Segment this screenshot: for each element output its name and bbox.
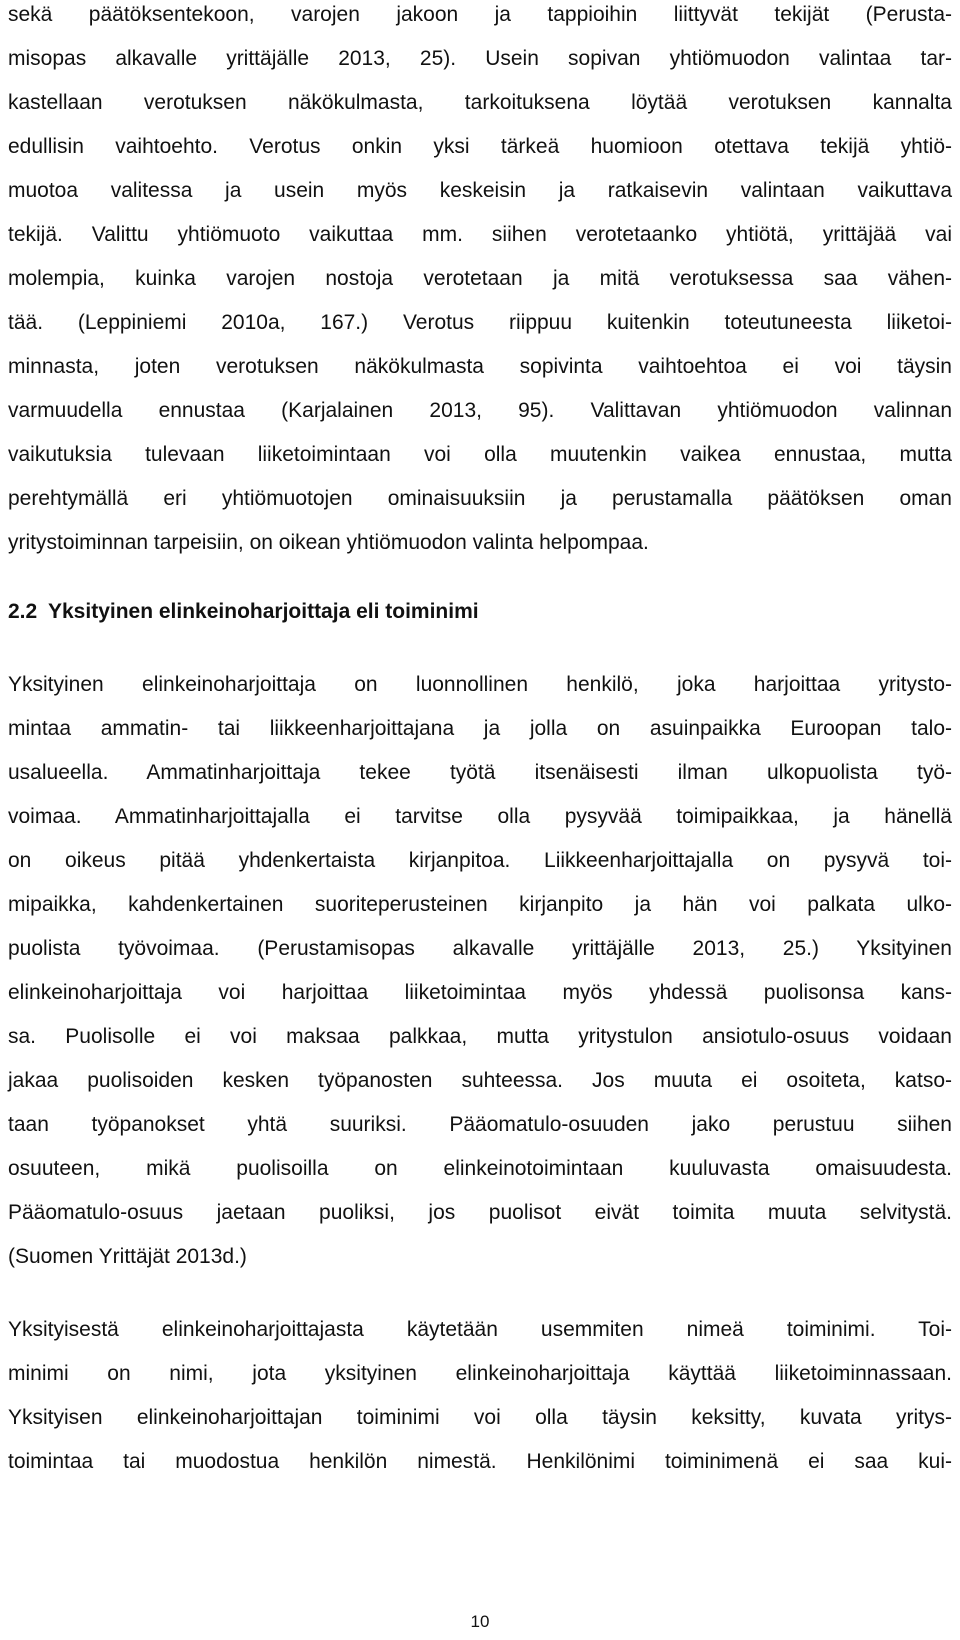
text-line: Yksityisen elinkeinoharjoittajan toiminimi voi olla täysin keksitty, kuvata yritys- [8,1406,952,1429]
text-line: muotoa valitessa ja usein myös keskeisin ja ratkaisevin valintaan vaikuttava [8,179,952,202]
text-line: on oikeus pitää yhdenkertaista kirjanpitoa. Liikkeenharjoittajalla on pysyvä toi- [8,849,952,872]
text-line: taan työpanokset yhtä suuriksi. Pääomatulo-osuuden jako perustuu siihen [8,1113,952,1136]
text-line: perehtymällä eri yhtiömuotojen ominaisuuksiin ja perustamalla päätöksen oman [8,487,952,510]
text-line: sekä päätöksentekoon, varojen jakoon ja tappioihin liittyvät tekijät (Perusta- [8,3,952,26]
text-line: Pääomatulo-osuus jaetaan puoliksi, jos puolisot eivät toimita muuta selvitystä. [8,1201,952,1224]
text-line: Yksityinen elinkeinoharjoittaja on luonnollinen henkilö, joka harjoittaa yritysto- [8,673,952,696]
text-line: usalueella. Ammatinharjoittaja tekee työtä itsenäisesti ilman ulkopuolista työ- [8,761,952,784]
text-line: varmuudella ennustaa (Karjalainen 2013, 95). Valittavan yhtiömuodon valinnan [8,399,952,422]
text-line: molempia, kuinka varojen nostoja verotetaan ja mitä verotuksessa saa vähen- [8,267,952,290]
section-heading [8,597,479,627]
text-line: misopas alkavalle yrittäjälle 2013, 25). Usein sopivan yhtiömuodon valintaa tar- [8,47,952,70]
text-line: vaikutuksia tulevaan liiketoimintaan voi olla muutenkin vaikea ennustaa, mutta [8,443,952,466]
text-line: puolista työvoimaa. (Perustamisopas alkavalle yrittäjälle 2013, 25.) Yksityinen [8,937,952,960]
text-line: mintaa ammatin- tai liikkeenharjoittajana ja jolla on asuinpaikka Euroopan talo- [8,717,952,740]
text-line: tää. (Leppiniemi 2010a, 167.) Verotus riippuu kuitenkin toteutuneesta liiketoi- [8,311,952,334]
text-line: jakaa puolisoiden kesken työpanosten suhteessa. Jos muuta ei osoiteta, katso- [8,1069,952,1092]
text-line: osuuteen, mikä puolisoilla on elinkeinotoimintaan kuuluvasta omaisuudesta. [8,1157,952,1180]
text-line: edullisin vaihtoehto. Verotus onkin yksi tärkeä huomioon otettava tekijä yhtiö- [8,135,952,158]
text-line: minimi on nimi, jota yksityinen elinkeinoharjoittaja käyttää liiketoiminnassaan. [8,1362,952,1385]
section-title: Yksityinen elinkeinoharjoittaja eli toiminimi [48,600,479,623]
text-line: Yksityisestä elinkeinoharjoittajasta käytetään usemmiten nimeä toiminimi. Toi- [8,1318,952,1341]
text-line: voimaa. Ammatinharjoittajalla ei tarvitse olla pysyvää toimipaikkaa, ja hänellä [8,805,952,828]
text-line: minnasta, joten verotuksen näkökulmasta sopivinta vaihtoehtoa ei voi täysin [8,355,952,378]
text-line: (Suomen Yrittäjät 2013d.) [8,1245,247,1268]
text-line: toimintaa tai muodostua henkilön nimestä. Henkilönimi toiminimenä ei saa kui- [8,1450,952,1473]
text-line: yritystoiminnan tarpeisiin, on oikean yhtiömuodon valinta helpompaa. [8,531,649,554]
text-line: kastellaan verotuksen näkökulmasta, tarkoituksena löytää verotuksen kannalta [8,91,952,114]
text-line: mipaikka, kahdenkertainen suoriteperusteinen kirjanpito ja hän voi palkata ulko- [8,893,952,916]
page-number: 10 [470,1612,490,1631]
text-line: elinkeinoharjoittaja voi harjoittaa liiketoimintaa myös yhdessä puolisonsa kans- [8,981,952,1004]
text-line: tekijä. Valittu yhtiömuoto vaikuttaa mm. siihen verotetaanko yhtiötä, yrittäjää vai [8,223,952,246]
text-line: sa. Puolisolle ei voi maksaa palkkaa, mutta yritystulon ansiotulo-osuus voidaan [8,1025,952,1048]
section-number: 2.2 [8,600,38,623]
